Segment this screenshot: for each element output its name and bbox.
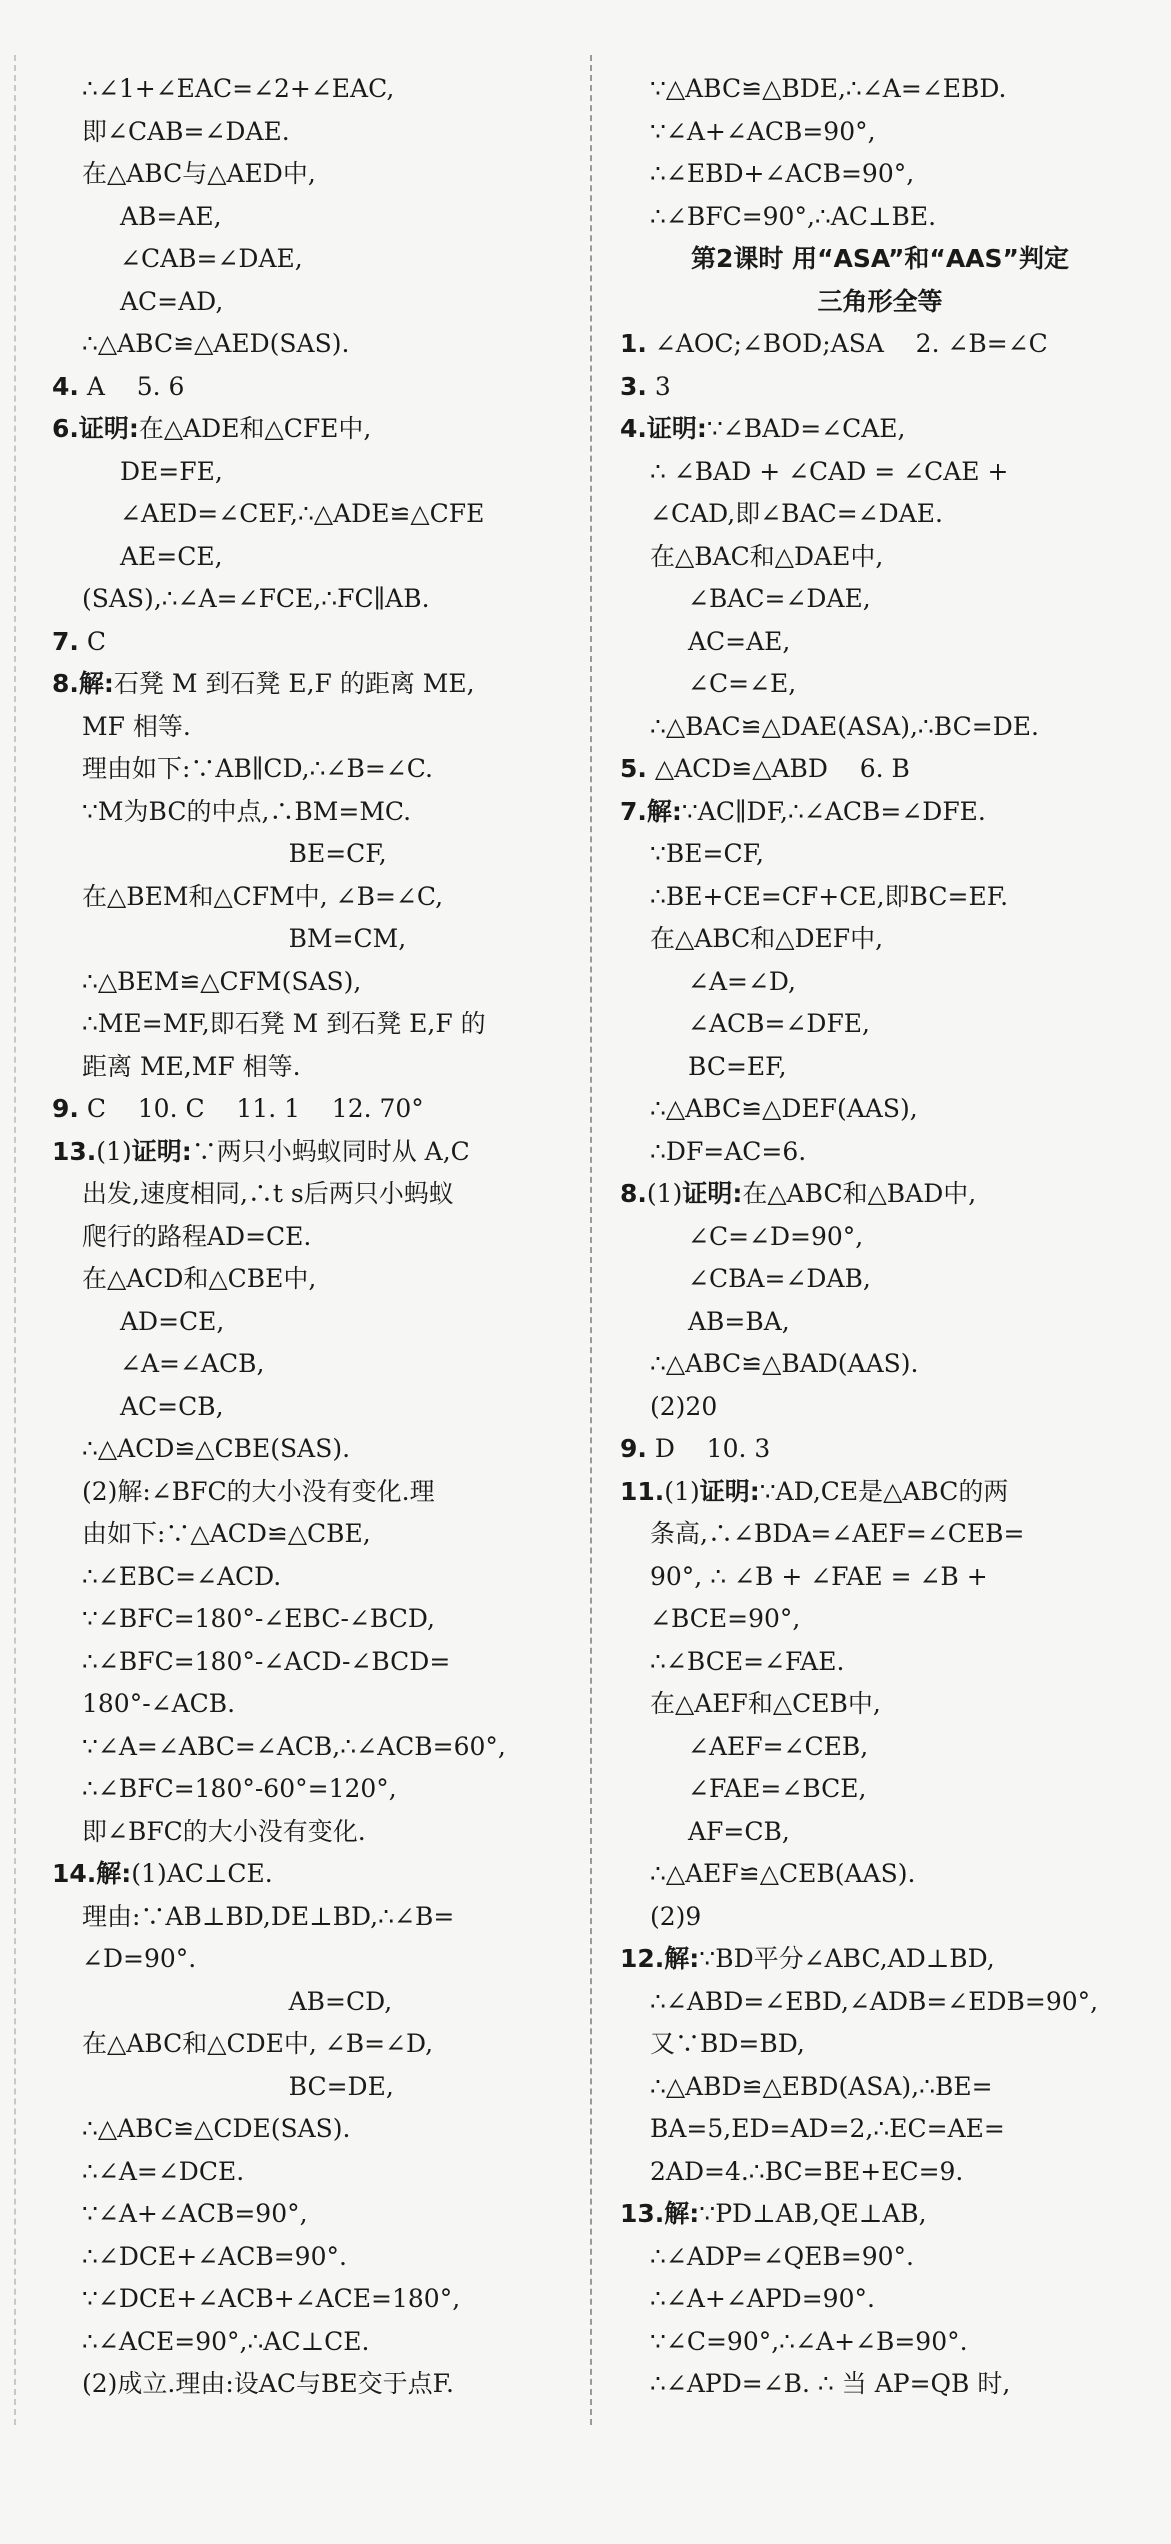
question-number: 8. (620, 1179, 647, 1208)
answer-label: 证明: (131, 1136, 192, 1166)
answer-label: 解: (664, 1944, 700, 1973)
answer-line (620, 1301, 1140, 1344)
answer-text: ∴∠BFC=180°-∠ACD-∠BCD= (82, 1646, 451, 1676)
answer-line (52, 876, 572, 919)
answer-label: 证明: (646, 414, 707, 443)
answer-line (620, 1641, 1140, 1684)
answer-line (52, 791, 572, 834)
answer-text: MF 相等. (82, 711, 191, 741)
answer-text: ∴ ∠BAD + ∠CAD = ∠CAE + (650, 456, 1009, 486)
question-line (620, 1428, 1140, 1471)
section-title (620, 281, 1140, 324)
answer-text: ∵∠A+∠ACB=90°, (82, 2199, 308, 2228)
answer-line (52, 961, 572, 1004)
answer-label: 解: (96, 1859, 132, 1888)
answer-line (52, 2236, 572, 2279)
answer-text: C (78, 626, 106, 656)
answer-text: 在△AEF和△CEB中, (650, 1689, 881, 1718)
answer-text: ∵∠A=∠ABC=∠ACB,∴∠ACB=60°, (82, 1731, 506, 1761)
question-line (620, 2193, 1140, 2236)
question-line (52, 663, 572, 706)
left-column (52, 68, 572, 2406)
answer-line (52, 2278, 572, 2321)
answer-line (620, 68, 1140, 111)
answer-text: 即∠BFC的大小没有变化. (82, 1816, 366, 1846)
answer-line (52, 2363, 572, 2406)
answer-text: 在△ABC和△CDE中, ∠B=∠D, (82, 2029, 434, 2058)
question-line (620, 366, 1140, 409)
answer-text: ∵AD,CE是△ABC的两 (759, 1476, 1009, 1506)
question-line (620, 1938, 1140, 1981)
answer-line (52, 918, 572, 961)
answer-text: BE=CF, (82, 839, 387, 868)
answer-text: ∵∠C=90°,∴∠A+∠B=90°. (650, 2326, 968, 2356)
question-number: 5. (620, 754, 647, 783)
section-title (620, 238, 1140, 281)
answer-line (52, 281, 572, 324)
question-number: 4. (620, 414, 647, 443)
question-number: 9. (620, 1434, 647, 1463)
answer-line (620, 918, 1140, 961)
answer-line (620, 1088, 1140, 1131)
answer-text: ∴∠BCE=∠FAE. (650, 1646, 845, 1676)
question-number: 13. (620, 2199, 665, 2228)
question-line (620, 791, 1140, 834)
answer-text: (1) (96, 1136, 132, 1166)
answer-text: (1) (646, 1179, 683, 1208)
answer-line (52, 493, 572, 536)
answer-text: ∵M为BC的中点,∴BM=MC. (82, 796, 412, 826)
question-number: 12. (620, 1944, 665, 1973)
answer-line (620, 2278, 1140, 2321)
answer-text: (SAS),∴∠A=∠FCE,∴FC∥AB. (82, 584, 430, 613)
answer-text: 3 (646, 371, 671, 401)
answer-line (620, 706, 1140, 749)
question-line (620, 323, 1140, 366)
answer-label: 解: (646, 796, 682, 826)
answer-line (52, 196, 572, 239)
answer-line (620, 876, 1140, 919)
answer-line (620, 1683, 1140, 1726)
answer-text: ∵BE=CF, (650, 839, 765, 868)
answer-line (52, 2023, 572, 2066)
answer-line (52, 1428, 572, 1471)
answer-line (52, 111, 572, 154)
answer-text: 在△ABC与△AED中, (82, 159, 316, 188)
answer-text: ∴∠ACE=90°,∴AC⊥CE. (82, 2326, 370, 2356)
question-line (620, 408, 1140, 451)
answer-text: AF=CB, (688, 1816, 790, 1846)
answer-line (52, 1173, 572, 1216)
answer-text: ∴BE+CE=CF+CE,即BC=EF. (650, 881, 1009, 911)
answer-line (52, 1556, 572, 1599)
answer-line (620, 1726, 1140, 1769)
answer-text: 出发,速度相同,∴t s后两只小蚂蚁 (82, 1179, 454, 1208)
answer-text: (2)解:∠BFC的大小没有变化.理 (82, 1476, 435, 1506)
answer-text: ∴△ABD≌△EBD(ASA),∴BE= (650, 2071, 993, 2101)
answer-text: ∠ACB=∠DFE, (688, 1009, 870, 1038)
answer-line (620, 1811, 1140, 1854)
answer-line (620, 1003, 1140, 1046)
answer-line (52, 1386, 572, 1429)
answer-line (52, 1003, 572, 1046)
answer-text: 在△BAC和△DAE中, (650, 541, 884, 571)
answer-text: (1)AC⊥CE. (131, 1859, 273, 1888)
question-number: 6. (52, 414, 79, 443)
answer-text: ∴∠BFC=90°,∴AC⊥BE. (650, 201, 937, 231)
answer-line (620, 451, 1140, 494)
right-column (620, 68, 1140, 2406)
answer-line (52, 1981, 572, 2024)
answer-line (52, 2193, 572, 2236)
question-line (52, 1131, 572, 1174)
question-number: 9. (52, 1094, 79, 1123)
answer-line (620, 621, 1140, 664)
answer-line (52, 1683, 572, 1726)
answer-text: 又∵BD=BD, (650, 2029, 805, 2058)
answer-text: ∴∠BFC=180°-60°=120°, (82, 1774, 397, 1803)
answer-text: ∴∠EBC=∠ACD. (82, 1561, 282, 1591)
answer-text: ∴△ABC≌△DEF(AAS), (650, 1094, 918, 1123)
answer-text: ∵两只小蚂蚁同时从 A,C (191, 1136, 470, 1166)
answer-text: ∵PD⊥AB,QE⊥AB, (699, 2199, 927, 2228)
answer-line (52, 1938, 572, 1981)
answer-text: AC=AE, (688, 626, 791, 656)
answer-text: ∴∠EBD+∠ACB=90°, (650, 159, 915, 188)
answer-line (620, 2108, 1140, 2151)
answer-text: 在△ADE和△CFE中, (138, 414, 372, 443)
answer-label: 证明: (699, 1476, 760, 1506)
answer-text: ∠AED=∠CEF,∴△ADE≌△CFE (120, 499, 485, 528)
answer-line (620, 1131, 1140, 1174)
answer-text: (2)成立.理由:设AC与BE交于点F. (82, 2369, 454, 2398)
answer-line (52, 536, 572, 579)
answer-line (52, 1301, 572, 1344)
answer-text: 即∠CAB=∠DAE. (82, 116, 290, 146)
answer-line (52, 323, 572, 366)
answer-line (620, 111, 1140, 154)
answer-text: ∴∠APD=∠B. ∴ 当 AP=QB 时, (650, 2369, 1011, 2398)
answer-text: ∵∠DCE+∠ACB+∠ACE=180°, (82, 2284, 461, 2313)
answer-line (52, 153, 572, 196)
answer-text: 在△ABC和△BAD中, (742, 1179, 977, 1208)
answer-line (52, 1811, 572, 1854)
answer-text: AD=CE, (120, 1306, 225, 1336)
question-number: 1. (620, 329, 647, 358)
answer-line (620, 196, 1140, 239)
answer-text: (1) (664, 1476, 700, 1506)
answer-text: C 10. C 11. 1 12. 70° (78, 1094, 424, 1123)
answer-text: ∴△BAC≌△DAE(ASA),∴BC=DE. (650, 711, 1039, 741)
answer-text: ∠BAC=∠DAE, (688, 584, 871, 613)
answer-text: ∴∠ADP=∠QEB=90°. (650, 2241, 914, 2271)
answer-text: ∵△ABC≌△BDE,∴∠A=∠EBD. (650, 74, 1007, 103)
answer-line (620, 961, 1140, 1004)
answer-text: 在△ACD和△CBE中, (82, 1264, 317, 1293)
answer-text: ∠AOC;∠BOD;ASA 2. ∠B=∠C (646, 329, 1048, 358)
answer-text: ∠BCE=90°, (650, 1604, 801, 1633)
question-number: 3. (620, 371, 647, 401)
question-number: 4. (52, 371, 79, 401)
answer-line (620, 1343, 1140, 1386)
answer-line (52, 748, 572, 791)
answer-line (620, 1513, 1140, 1556)
answer-line (620, 1258, 1140, 1301)
answer-line (52, 451, 572, 494)
answer-text: 90°, ∴ ∠B + ∠FAE = ∠B + (650, 1561, 988, 1591)
answer-text: ∴△ACD≌△CBE(SAS). (82, 1434, 351, 1463)
question-number: 7. (52, 626, 79, 656)
answer-line (620, 663, 1140, 706)
answer-line (52, 1726, 572, 1769)
answer-text: 条高,∴∠BDA=∠AEF=∠CEB= (650, 1519, 1025, 1548)
question-number: 14. (52, 1859, 97, 1888)
answer-text: 爬行的路程AD=CE. (82, 1221, 312, 1251)
answer-text: 由如下:∵△ACD≌△CBE, (82, 1519, 371, 1548)
answer-text: ∠C=∠E, (688, 669, 797, 698)
answer-text: BC=DE, (82, 2071, 394, 2101)
answer-text: 180°-∠ACB. (82, 1689, 236, 1718)
answer-line (620, 1981, 1140, 2024)
answer-text: (2)20 (650, 1391, 718, 1421)
answer-line (620, 493, 1140, 536)
answer-text: 在△ABC和△DEF中, (650, 924, 884, 953)
answer-line (52, 1896, 572, 1939)
answer-line (52, 2321, 572, 2364)
answer-line (620, 2236, 1140, 2279)
answer-text: ∠FAE=∠BCE, (688, 1774, 867, 1803)
column-divider (590, 55, 592, 2425)
answer-line (620, 2066, 1140, 2109)
answer-text: DE=FE, (120, 456, 223, 486)
answer-text: 距离 ME,MF 相等. (82, 1051, 301, 1081)
answer-text: 理由:∵AB⊥BD,DE⊥BD,∴∠B= (82, 1901, 455, 1931)
answer-line (620, 1768, 1140, 1811)
answer-line (52, 578, 572, 621)
answer-text: ∴ME=MF,即石凳 M 到石凳 E,F 的 (82, 1009, 486, 1038)
answer-text: ∠A=∠ACB, (120, 1349, 265, 1378)
answer-line (620, 2023, 1140, 2066)
answer-text: ∵AC∥DF,∴∠ACB=∠DFE. (681, 796, 986, 826)
answer-line (52, 1258, 572, 1301)
answer-label: 证明: (78, 414, 139, 443)
question-line (52, 408, 572, 451)
answer-text: AE=CE, (120, 541, 223, 571)
answer-text: ∠D=90°. (82, 1944, 197, 1973)
answer-text: ∠CAD,即∠BAC=∠DAE. (650, 499, 943, 528)
answer-text: A 5. 6 (78, 371, 185, 401)
question-line (52, 621, 572, 664)
question-line (52, 366, 572, 409)
answer-line (52, 1216, 572, 1259)
answer-text: ∴△AEF≌△CEB(AAS). (650, 1859, 916, 1888)
answer-text: D 10. 3 (646, 1434, 771, 1463)
answer-line (52, 68, 572, 111)
answer-line (620, 578, 1140, 621)
answer-line (620, 1556, 1140, 1599)
question-line (620, 1173, 1140, 1216)
answer-text: AB=CD, (82, 1986, 393, 2016)
answer-text: ∴△ABC≌△BAD(AAS). (650, 1349, 919, 1378)
answer-text: ∠CBA=∠DAB, (688, 1264, 871, 1293)
answer-text: ∴∠ABD=∠EBD,∠ADB=∠EDB=90°, (650, 1986, 1099, 2016)
answer-line (620, 1896, 1140, 1939)
answer-line (52, 1641, 572, 1684)
answer-text: 石凳 M 到石凳 E,F 的距离 ME, (113, 669, 475, 698)
answer-text: ∠CAB=∠DAE, (120, 244, 303, 273)
answer-line (52, 2066, 572, 2109)
section-title-text: 第2课时 用“ASA”和“AAS”判定 (691, 244, 1069, 273)
answer-label: 证明: (682, 1179, 743, 1208)
answer-text: ∴∠A+∠APD=90°. (650, 2284, 875, 2313)
answer-text: 在△BEM和△CFM中, ∠B=∠C, (82, 881, 444, 911)
question-line (52, 1853, 572, 1896)
answer-text: ∵∠BFC=180°-∠EBC-∠BCD, (82, 1604, 435, 1633)
answer-text: ∵BD平分∠ABC,AD⊥BD, (699, 1944, 995, 1973)
answer-text: ∠A=∠D, (688, 966, 796, 996)
answer-line (52, 2151, 572, 2194)
question-line (620, 1471, 1140, 1514)
answer-line (620, 1598, 1140, 1641)
answer-label: 解: (78, 669, 114, 698)
answer-text: △ACD≌△ABD 6. B (646, 754, 910, 783)
answer-text: ∠C=∠D=90°, (688, 1221, 864, 1251)
answer-line (52, 1513, 572, 1556)
answer-line (620, 2151, 1140, 2194)
answer-line (620, 1046, 1140, 1089)
answer-text: 理由如下:∵AB∥CD,∴∠B=∠C. (82, 754, 433, 783)
answer-line (620, 536, 1140, 579)
answer-text: ∴△BEM≌△CFM(SAS), (82, 966, 362, 996)
answer-text: ∴△ABC≌△AED(SAS). (82, 329, 350, 358)
answer-text: AC=AD, (120, 286, 224, 316)
answer-text: BC=EF, (688, 1051, 787, 1081)
question-line (620, 748, 1140, 791)
answer-text: 2AD=4.∴BC=BE+EC=9. (650, 2156, 964, 2186)
answer-line (52, 238, 572, 281)
answer-text: ∠AEF=∠CEB, (688, 1731, 869, 1761)
answer-text: ∴△ABC≌△CDE(SAS). (82, 2114, 351, 2143)
answer-text: ∵∠A+∠ACB=90°, (650, 116, 876, 146)
answer-line (52, 2108, 572, 2151)
question-number: 8. (52, 669, 79, 698)
answer-text: AB=BA, (688, 1306, 790, 1336)
answer-line (620, 833, 1140, 876)
answer-line (52, 1768, 572, 1811)
answer-label: 解: (664, 2199, 700, 2228)
question-line (52, 1088, 572, 1131)
answer-text: ∴∠1+∠EAC=∠2+∠EAC, (82, 74, 395, 103)
answer-text: AC=CB, (120, 1391, 224, 1421)
answer-line (620, 2363, 1140, 2406)
question-number: 13. (52, 1136, 97, 1166)
answer-text: ∴DF=AC=6. (650, 1136, 807, 1166)
binding-edge-line (14, 55, 16, 2425)
answer-text: (2)9 (650, 1901, 702, 1931)
section-title-text: 三角形全等 (817, 286, 943, 316)
answer-line (620, 2321, 1140, 2364)
answer-line (620, 1386, 1140, 1429)
answer-line (620, 1216, 1140, 1259)
answer-text: AB=AE, (120, 201, 222, 231)
answer-text: ∵∠BAD=∠CAE, (706, 414, 906, 443)
answer-line (52, 1598, 572, 1641)
answer-line (52, 1471, 572, 1514)
answer-text: ∴∠A=∠DCE. (82, 2156, 245, 2186)
answer-line (52, 833, 572, 876)
answer-text: BM=CM, (82, 924, 407, 953)
answer-text: ∴∠DCE+∠ACB=90°. (82, 2241, 347, 2271)
answer-line (620, 1853, 1140, 1896)
question-number: 7. (620, 796, 647, 826)
answer-line (52, 706, 572, 749)
answer-line (52, 1046, 572, 1089)
answer-text: BA=5,ED=AD=2,∴EC=AE= (650, 2114, 1005, 2143)
answer-line (620, 153, 1140, 196)
question-number: 11. (620, 1476, 665, 1506)
answer-line (52, 1343, 572, 1386)
